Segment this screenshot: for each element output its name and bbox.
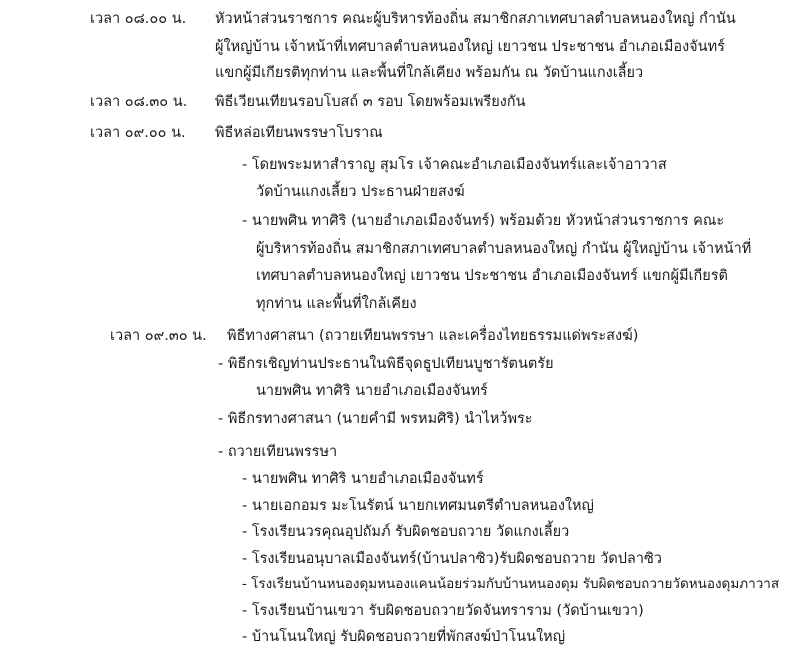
text-line: หัวหน้าส่วนราชการ คณะผู้บริหารท้องถิ่น สมาชิกสภาเทศบาลตำบลหนองใหญ่ กำนัน xyxy=(215,11,736,27)
text-line: แขกผู้มีเกียรติทุกท่าน และพื้นที่ใกล้เคียง พร้อมกัน ณ วัดบ้านแกงเลี้ยว xyxy=(215,65,644,81)
text-line: ทุกท่าน และพื้นที่ใกล้เคียง xyxy=(256,296,417,312)
sub-bullet-line: - นายเอกอมร มะโนรัตน์ นายกเทศมนตรีตำบลหนองใหญ่ xyxy=(242,498,594,514)
sub-bullet-line: - โรงเรียนบ้านหนองดุมหนองแคนน้อยร่วมกับบ้านหนองดุม รับผิดชอบถวายวัดหนองดุมภาวาส xyxy=(242,576,780,592)
sub-bullet-line: - โรงเรียนอนุบาลเมืองจันทร์(บ้านปลาซิว)รับผิดชอบถวาย วัดปลาซิว xyxy=(242,551,662,567)
text-line: พิธีหล่อเทียนพรรษาโบราณ xyxy=(215,125,383,141)
bullet-line: - ถวายเทียนพรรษา xyxy=(218,444,338,460)
bullet-line: - นายพศิน ทาศิริ (นายอำเภอเมืองจันทร์) พร้อมด้วย หัวหน้าส่วนราชการ คณะ xyxy=(242,213,725,229)
time-0900: เวลา ๐๙.๐๐ น. xyxy=(90,125,186,141)
time-0930: เวลา ๐๙.๓๐ น. xyxy=(110,328,207,344)
sub-bullet-line: - บ้านโนนใหญ่ รับผิดชอบถวายที่พักสงฆ์ป่าโนนใหญ่ xyxy=(242,629,566,645)
sub-bullet-line: - นายพศิน ทาศิริ นายอำเภอเมืองจันทร์ xyxy=(242,471,484,487)
text-line: เทศบาลตำบลหนองใหญ่ เยาวชน ประชาชน อำเภอเมืองจันทร์ แขกผู้มีเกียรติ xyxy=(256,268,728,284)
text-line: นายพศิน ทาศิริ นายอำเภอเมืองจันทร์ xyxy=(256,383,488,399)
bullet-line: - โดยพระมหาสำราญ สุมโร เจ้าคณะอำเภอเมืองจันทร์และเจ้าอาวาส xyxy=(242,157,667,173)
bullet-line: - พิธีกรทางศาสนา (นายคำมี พรหมศิริ) นำไหว้พระ xyxy=(218,411,533,427)
text-line: พิธีทางศาสนา (ถวายเทียนพรรษา และเครื่องไทยธรรมแด่พระสงฆ์) xyxy=(227,328,639,344)
bullet-line: - พิธีกรเชิญท่านประธานในพิธีจุดธูปเทียนบูชารัตนตรัย xyxy=(218,356,554,372)
text-line: วัดบ้านแกงเลี้ยว ประธานฝ่ายสงฆ์ xyxy=(256,184,465,200)
sub-bullet-line: - โรงเรียนวรคุณอุปถัมภ์ รับผิดชอบถวาย วัดแกงเลี้ยว xyxy=(242,524,570,540)
text-line: ผู้บริหารท้องถิ่น สมาชิกสภาเทศบาลตำบลหนองใหญ่ กำนัน ผู้ใหญ่บ้าน เจ้าหน้าที่ xyxy=(256,241,752,257)
text-line: พิธีเวียนเทียนรอบโบสถ์ ๓ รอบ โดยพร้อมเพรียงกัน xyxy=(215,94,526,110)
time-0830: เวลา ๐๘.๓๐ น. xyxy=(90,94,188,110)
sub-bullet-line: - โรงเรียนบ้านเขวา รับผิดชอบถวายวัดจันทราราม (วัดบ้านเขวา) xyxy=(242,603,644,619)
text-line: ผู้ใหญ่บ้าน เจ้าหน้าที่เทศบาลตำบลหนองใหญ่ เยาวชน ประชาชน อำเภอเมืองจันทร์ xyxy=(215,39,725,55)
time-0800: เวลา ๐๘.๐๐ น. xyxy=(90,11,187,27)
